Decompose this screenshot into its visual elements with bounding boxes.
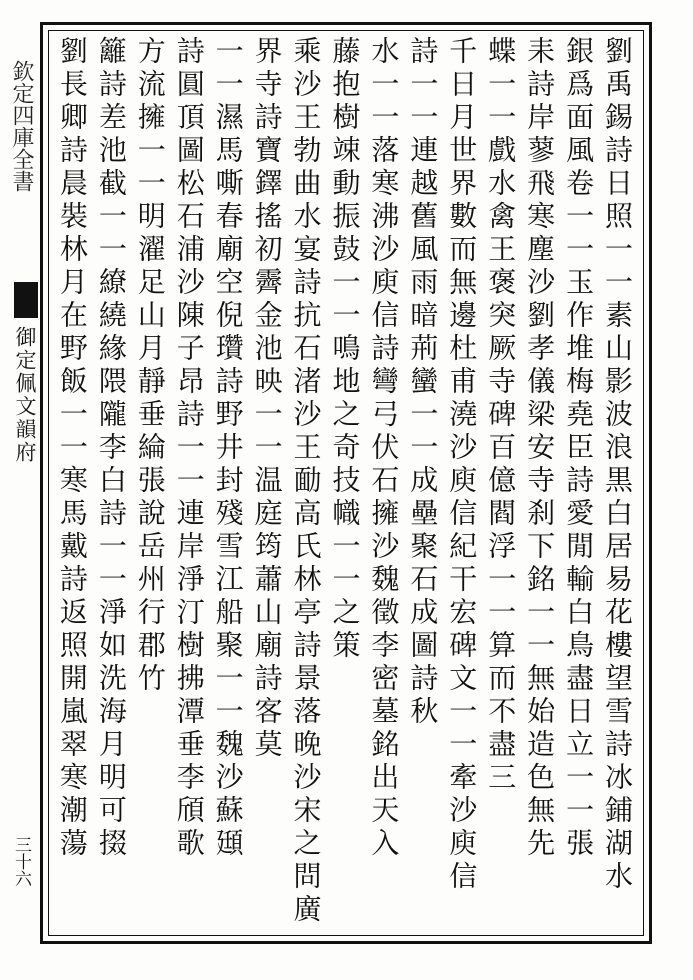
text-column-15: 劉長卿詩晨裝林月在野飯一一寒馬戴詩返照開嵐翠寒潮蕩 — [55, 36, 89, 861]
text-column-8: 藤抱樹竦動振鼓一一鳴地之奇技幟一一之策 — [328, 36, 362, 663]
text-column-2: 銀爲面風卷一一玉作堆梅堯臣詩愛閒輸白鳥盡日立一一張 — [562, 36, 596, 861]
spine-page-number: 三十六 — [11, 836, 31, 887]
text-column-11: 一一濕馬嘶春廟空倪瓚詩野井封殘雪江船聚一一魏沙蘇頲 — [211, 36, 245, 861]
text-column-13: 方流擁一一明濯足山月靜垂綸張說岳州行郡竹 — [133, 36, 167, 696]
text-column-9: 乘沙王勃曲水宴詩抗石渚沙王勔高氏林亭詩景落晚沙宋之問廣 — [289, 36, 323, 927]
text-column-5: 千日月世界數而無邊杜甫澆沙庾信紀干宏碑文一一牽沙庾信 — [445, 36, 479, 894]
text-column-4: 蝶一一戲水禽王褒突厥寺碑百億閻浮一一算而不盡三 — [484, 36, 518, 795]
spine-fish-tail-mark — [14, 282, 38, 318]
text-column-1: 劉禹錫詩日照一一素山影波浪黒白居易花樓望雪詩冰鋪湖水 — [601, 36, 634, 894]
text-column-7: 水一一落寒沸沙庾信詩彎弓伏石擁沙魏徵李密墓銘出天入 — [367, 36, 401, 861]
spine-divider — [40, 30, 41, 936]
text-columns — [54, 36, 638, 930]
text-column-12: 詩圓頂圖松石浦沙陳子昂詩一一連岸淨汀樹拂潭垂李頎歌 — [172, 36, 206, 861]
text-column-14: 籬詩差池截一一繚繞緣隈隴李白詩一一淨如洗海月明可掇 — [94, 36, 128, 861]
spine-book-title: 御定佩文韻府 — [13, 326, 37, 464]
text-column-3: 耒詩岸蓼飛寒塵沙劉孝儀梁安寺刹下銘一一無始造色無先 — [523, 36, 557, 861]
text-column-6: 詩一一連越舊風雨暗荊蠻一一成壘聚石成圖詩秋 — [406, 36, 440, 729]
spine-header-text: 欽定四庫全書 — [9, 60, 34, 192]
text-column-10: 界寺詩寶鐸搖初霽金池映一一温庭筠蕭山廟詩客莫 — [250, 36, 284, 762]
